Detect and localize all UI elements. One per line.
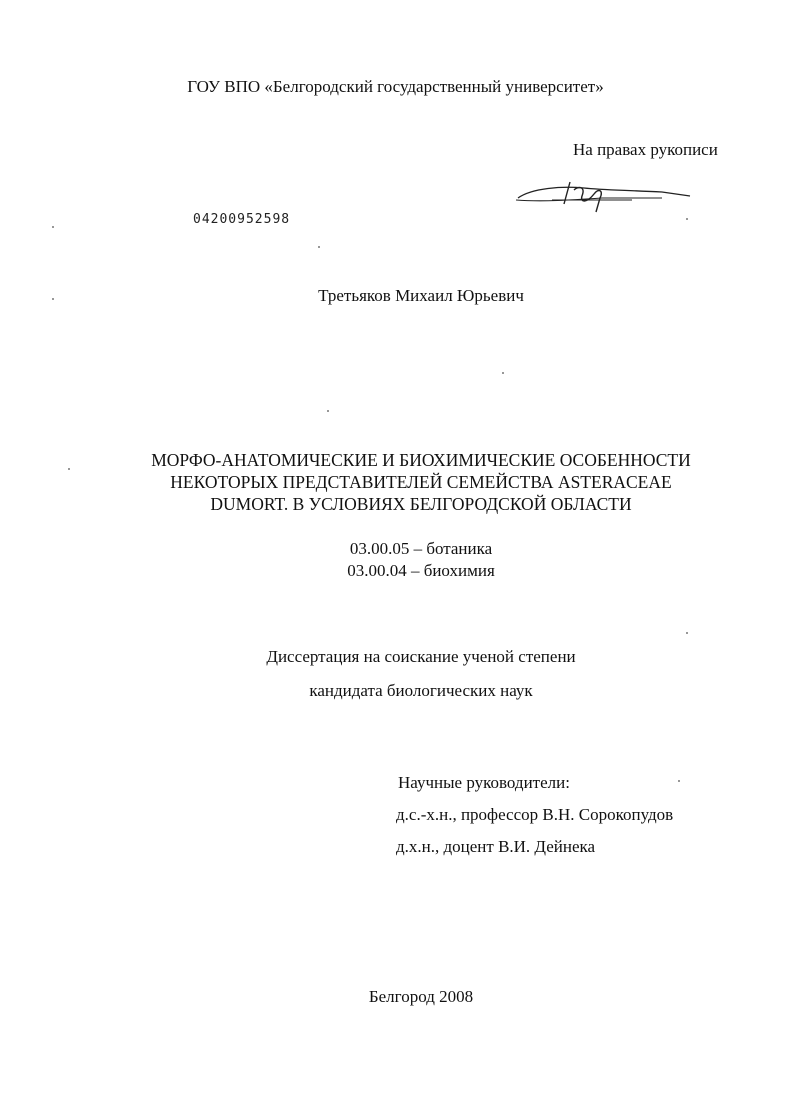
city-year: Белгород 2008 [368, 987, 474, 1006]
scan-speck [52, 298, 54, 300]
author-name: Третьяков Михаил Юрьевич [318, 286, 524, 305]
specialty-code: 03.00.04 – биохимия [347, 561, 495, 580]
organization-header: ГОУ ВПО «Белгородский государственный университет» [187, 77, 604, 96]
scan-speck [52, 226, 54, 228]
scan-speck [678, 780, 680, 782]
scan-speck [502, 372, 504, 374]
title-line: МОРФО-АНАТОМИЧЕСКИЕ И БИОХИМИЧЕСКИЕ ОСОБЕННОСТИ [151, 450, 691, 470]
supervisor-entry: д.с.-х.н., профессор В.Н. Сорокопудов [396, 805, 674, 824]
manuscript-rights-label: На правах рукописи [573, 140, 718, 159]
title-line: DUMORT. В УСЛОВИЯХ БЕЛГОРОДСКОЙ ОБЛАСТИ [210, 494, 632, 514]
specialty-code: 03.00.05 – ботаника [349, 539, 493, 558]
title-line: НЕКОТОРЫХ ПРЕДСТАВИТЕЛЕЙ СЕМЕЙСТВА ASTERACEAE [170, 472, 672, 492]
scan-speck [686, 632, 688, 634]
scan-speck [318, 246, 320, 248]
scan-speck [327, 410, 329, 412]
degree-statement [0, 640, 791, 708]
scan-speck [686, 218, 688, 220]
catalog-number: 04200952598 [193, 212, 291, 227]
dissertation-title [0, 449, 791, 515]
degree-line: кандидата биологических наук [309, 681, 533, 700]
degree-line: Диссертация на соискание ученой степени [266, 647, 576, 666]
signature-icon [512, 176, 692, 218]
supervisors-heading: Научные руководители: [398, 773, 570, 792]
supervisor-entry: д.х.н., доцент В.И. Дейнека [396, 837, 596, 856]
supervisors-block [396, 767, 673, 863]
scan-speck [68, 468, 70, 470]
specialty-codes [0, 538, 791, 582]
